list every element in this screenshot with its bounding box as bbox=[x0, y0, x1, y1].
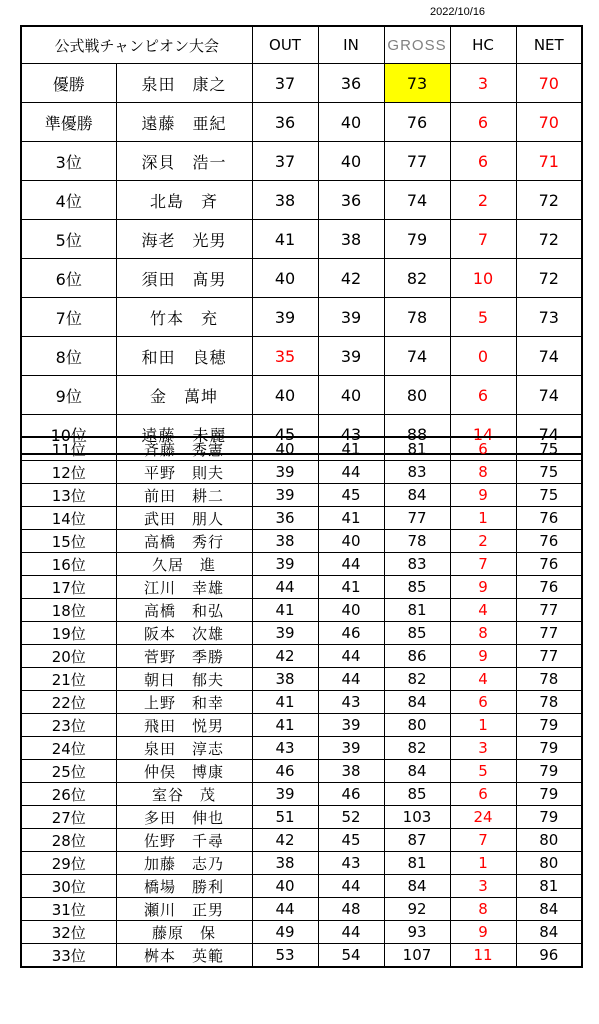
cell-in: 38 bbox=[318, 220, 384, 259]
cell-net: 78 bbox=[516, 668, 582, 691]
cell-name: 竹本 充 bbox=[116, 298, 252, 337]
table-row bbox=[21, 829, 582, 852]
cell-hc: 0 bbox=[450, 337, 516, 376]
cell-rank: 26位 bbox=[21, 783, 116, 806]
cell-gross: 85 bbox=[384, 576, 450, 599]
cell-gross: 77 bbox=[384, 142, 450, 181]
cell-name: 遠藤 亜紀 bbox=[116, 103, 252, 142]
table-row bbox=[21, 376, 582, 415]
cell-net: 70 bbox=[516, 103, 582, 142]
table-row bbox=[21, 691, 582, 714]
cell-gross: 81 bbox=[384, 437, 450, 461]
cell-name: 加藤 志乃 bbox=[116, 852, 252, 875]
cell-hc: 10 bbox=[450, 259, 516, 298]
cell-name: 飛田 悦男 bbox=[116, 714, 252, 737]
cell-name: 金 萬坤 bbox=[116, 376, 252, 415]
cell-gross: 82 bbox=[384, 737, 450, 760]
table-row bbox=[21, 668, 582, 691]
cell-name: 須田 髙男 bbox=[116, 259, 252, 298]
cell-net: 74 bbox=[516, 337, 582, 376]
cell-out: 49 bbox=[252, 921, 318, 944]
cell-name: 橋場 勝利 bbox=[116, 875, 252, 898]
cell-net: 96 bbox=[516, 944, 582, 968]
cell-name: 瀬川 正男 bbox=[116, 898, 252, 921]
cell-net: 80 bbox=[516, 829, 582, 852]
cell-net: 72 bbox=[516, 220, 582, 259]
cell-hc: 2 bbox=[450, 181, 516, 220]
cell-hc: 7 bbox=[450, 553, 516, 576]
cell-rank: 18位 bbox=[21, 599, 116, 622]
table-row bbox=[21, 461, 582, 484]
cell-hc: 1 bbox=[450, 852, 516, 875]
cell-gross: 76 bbox=[384, 103, 450, 142]
cell-gross: 78 bbox=[384, 530, 450, 553]
cell-rank: 17位 bbox=[21, 576, 116, 599]
cell-rank: 31位 bbox=[21, 898, 116, 921]
cell-name: 桝本 英範 bbox=[116, 944, 252, 968]
cell-hc: 9 bbox=[450, 576, 516, 599]
cell-gross: 92 bbox=[384, 898, 450, 921]
table-row bbox=[21, 852, 582, 875]
cell-in: 41 bbox=[318, 437, 384, 461]
cell-rank: 29位 bbox=[21, 852, 116, 875]
cell-name: 菅野 季勝 bbox=[116, 645, 252, 668]
cell-gross: 84 bbox=[384, 760, 450, 783]
cell-net: 71 bbox=[516, 142, 582, 181]
cell-hc: 4 bbox=[450, 668, 516, 691]
cell-out: 36 bbox=[252, 103, 318, 142]
cell-gross: 79 bbox=[384, 220, 450, 259]
table-row bbox=[21, 259, 582, 298]
cell-rank: 7位 bbox=[21, 298, 116, 337]
cell-gross: 88 bbox=[384, 415, 450, 455]
cell-out: 40 bbox=[252, 437, 318, 461]
cell-gross: 80 bbox=[384, 714, 450, 737]
table-row bbox=[21, 530, 582, 553]
cell-in: 39 bbox=[318, 337, 384, 376]
cell-rank: 27位 bbox=[21, 806, 116, 829]
cell-out: 35 bbox=[252, 337, 318, 376]
cell-out: 41 bbox=[252, 691, 318, 714]
cell-out: 51 bbox=[252, 806, 318, 829]
cell-hc: 9 bbox=[450, 645, 516, 668]
cell-net: 72 bbox=[516, 181, 582, 220]
cell-in: 40 bbox=[318, 599, 384, 622]
cell-rank: 22位 bbox=[21, 691, 116, 714]
cell-in: 46 bbox=[318, 622, 384, 645]
cell-name: 多田 伸也 bbox=[116, 806, 252, 829]
cell-out: 38 bbox=[252, 668, 318, 691]
cell-gross: 83 bbox=[384, 553, 450, 576]
cell-in: 44 bbox=[318, 553, 384, 576]
cell-hc: 3 bbox=[450, 875, 516, 898]
table-row bbox=[21, 622, 582, 645]
cell-hc: 3 bbox=[450, 64, 516, 103]
cell-rank: 13位 bbox=[21, 484, 116, 507]
header-net: NET bbox=[516, 26, 582, 64]
top-results-table bbox=[20, 25, 583, 455]
cell-net: 81 bbox=[516, 875, 582, 898]
cell-out: 38 bbox=[252, 852, 318, 875]
cell-out: 43 bbox=[252, 737, 318, 760]
table-row bbox=[21, 220, 582, 259]
cell-rank: 20位 bbox=[21, 645, 116, 668]
cell-out: 39 bbox=[252, 484, 318, 507]
cell-hc: 2 bbox=[450, 530, 516, 553]
cell-gross: 82 bbox=[384, 668, 450, 691]
cell-gross: 84 bbox=[384, 484, 450, 507]
cell-gross: 82 bbox=[384, 259, 450, 298]
cell-net: 75 bbox=[516, 461, 582, 484]
cell-net: 76 bbox=[516, 530, 582, 553]
cell-gross: 107 bbox=[384, 944, 450, 968]
cell-in: 39 bbox=[318, 737, 384, 760]
cell-in: 44 bbox=[318, 921, 384, 944]
cell-out: 41 bbox=[252, 599, 318, 622]
cell-hc: 6 bbox=[450, 142, 516, 181]
table-row bbox=[21, 553, 582, 576]
cell-rank: 16位 bbox=[21, 553, 116, 576]
cell-rank: 33位 bbox=[21, 944, 116, 968]
table-row bbox=[21, 898, 582, 921]
cell-gross: 86 bbox=[384, 645, 450, 668]
cell-hc: 7 bbox=[450, 220, 516, 259]
cell-in: 54 bbox=[318, 944, 384, 968]
cell-hc: 6 bbox=[450, 691, 516, 714]
cell-net: 76 bbox=[516, 507, 582, 530]
cell-rank: 32位 bbox=[21, 921, 116, 944]
cell-rank: 15位 bbox=[21, 530, 116, 553]
cell-in: 45 bbox=[318, 829, 384, 852]
cell-in: 43 bbox=[318, 691, 384, 714]
cell-out: 38 bbox=[252, 530, 318, 553]
cell-hc: 6 bbox=[450, 783, 516, 806]
cell-in: 39 bbox=[318, 298, 384, 337]
cell-out: 39 bbox=[252, 622, 318, 645]
cell-hc: 1 bbox=[450, 714, 516, 737]
cell-net: 76 bbox=[516, 553, 582, 576]
cell-gross: 73 bbox=[384, 64, 450, 103]
cell-out: 37 bbox=[252, 142, 318, 181]
cell-out: 42 bbox=[252, 645, 318, 668]
table-row bbox=[21, 875, 582, 898]
cell-in: 43 bbox=[318, 415, 384, 455]
cell-name: 阪本 次雄 bbox=[116, 622, 252, 645]
cell-out: 41 bbox=[252, 220, 318, 259]
cell-net: 75 bbox=[516, 484, 582, 507]
cell-out: 40 bbox=[252, 376, 318, 415]
cell-hc: 8 bbox=[450, 461, 516, 484]
cell-hc: 1 bbox=[450, 507, 516, 530]
cell-in: 36 bbox=[318, 181, 384, 220]
cell-name: 江川 幸雄 bbox=[116, 576, 252, 599]
cell-in: 45 bbox=[318, 484, 384, 507]
cell-hc: 9 bbox=[450, 484, 516, 507]
cell-net: 80 bbox=[516, 852, 582, 875]
header-gross: GROSS bbox=[384, 26, 450, 64]
cell-rank: 14位 bbox=[21, 507, 116, 530]
cell-out: 39 bbox=[252, 298, 318, 337]
cell-out: 46 bbox=[252, 760, 318, 783]
cell-in: 40 bbox=[318, 142, 384, 181]
cell-gross: 87 bbox=[384, 829, 450, 852]
cell-in: 44 bbox=[318, 668, 384, 691]
cell-hc: 14 bbox=[450, 415, 516, 455]
cell-rank: 準優勝 bbox=[21, 103, 116, 142]
table-row bbox=[21, 599, 582, 622]
cell-out: 45 bbox=[252, 415, 318, 455]
cell-gross: 81 bbox=[384, 852, 450, 875]
cell-rank: 5位 bbox=[21, 220, 116, 259]
cell-hc: 6 bbox=[450, 437, 516, 461]
cell-rank: 6位 bbox=[21, 259, 116, 298]
cell-name: 前田 耕二 bbox=[116, 484, 252, 507]
cell-name: 斉藤 秀憲 bbox=[116, 437, 252, 461]
cell-in: 39 bbox=[318, 714, 384, 737]
cell-net: 84 bbox=[516, 921, 582, 944]
cell-out: 41 bbox=[252, 714, 318, 737]
cell-name: 高橋 和弘 bbox=[116, 599, 252, 622]
cell-name: 高橋 秀行 bbox=[116, 530, 252, 553]
cell-name: 海老 光男 bbox=[116, 220, 252, 259]
cell-gross: 74 bbox=[384, 337, 450, 376]
cell-net: 79 bbox=[516, 806, 582, 829]
cell-rank: 3位 bbox=[21, 142, 116, 181]
table-row bbox=[21, 298, 582, 337]
cell-out: 53 bbox=[252, 944, 318, 968]
cell-in: 40 bbox=[318, 103, 384, 142]
header-row bbox=[21, 26, 582, 64]
cell-out: 39 bbox=[252, 553, 318, 576]
cell-net: 76 bbox=[516, 576, 582, 599]
cell-hc: 8 bbox=[450, 898, 516, 921]
cell-gross: 80 bbox=[384, 376, 450, 415]
table-row bbox=[21, 645, 582, 668]
cell-rank: 24位 bbox=[21, 737, 116, 760]
cell-gross: 84 bbox=[384, 691, 450, 714]
header-out: OUT bbox=[252, 26, 318, 64]
header-in: IN bbox=[318, 26, 384, 64]
cell-rank: 12位 bbox=[21, 461, 116, 484]
cell-gross: 84 bbox=[384, 875, 450, 898]
cell-rank: 11位 bbox=[21, 437, 116, 461]
cell-net: 77 bbox=[516, 645, 582, 668]
cell-net: 79 bbox=[516, 783, 582, 806]
cell-net: 77 bbox=[516, 599, 582, 622]
cell-gross: 93 bbox=[384, 921, 450, 944]
table-row bbox=[21, 760, 582, 783]
cell-rank: 10位 bbox=[21, 415, 116, 455]
cell-hc: 6 bbox=[450, 376, 516, 415]
cell-net: 84 bbox=[516, 898, 582, 921]
table-row bbox=[21, 103, 582, 142]
cell-rank: 4位 bbox=[21, 181, 116, 220]
cell-gross: 78 bbox=[384, 298, 450, 337]
cell-gross: 103 bbox=[384, 806, 450, 829]
cell-rank: 21位 bbox=[21, 668, 116, 691]
cell-in: 43 bbox=[318, 852, 384, 875]
cell-in: 44 bbox=[318, 461, 384, 484]
cell-out: 37 bbox=[252, 64, 318, 103]
cell-in: 36 bbox=[318, 64, 384, 103]
cell-in: 38 bbox=[318, 760, 384, 783]
cell-net: 74 bbox=[516, 376, 582, 415]
date-label: 2022/10/16 bbox=[430, 6, 486, 18]
cell-out: 44 bbox=[252, 576, 318, 599]
cell-out: 39 bbox=[252, 783, 318, 806]
cell-name: 室谷 茂 bbox=[116, 783, 252, 806]
bottom-results-table bbox=[20, 436, 583, 968]
cell-gross: 85 bbox=[384, 622, 450, 645]
cell-in: 44 bbox=[318, 875, 384, 898]
table-row bbox=[21, 507, 582, 530]
table-row bbox=[21, 714, 582, 737]
cell-gross: 83 bbox=[384, 461, 450, 484]
cell-gross: 85 bbox=[384, 783, 450, 806]
table-row bbox=[21, 337, 582, 376]
cell-name: 平野 則夫 bbox=[116, 461, 252, 484]
cell-gross: 74 bbox=[384, 181, 450, 220]
cell-hc: 7 bbox=[450, 829, 516, 852]
table-row bbox=[21, 737, 582, 760]
cell-hc: 5 bbox=[450, 760, 516, 783]
cell-in: 41 bbox=[318, 507, 384, 530]
header-hc: HC bbox=[450, 26, 516, 64]
cell-name: 朝日 郁夫 bbox=[116, 668, 252, 691]
cell-hc: 6 bbox=[450, 103, 516, 142]
cell-net: 79 bbox=[516, 714, 582, 737]
cell-name: 泉田 淳志 bbox=[116, 737, 252, 760]
cell-out: 36 bbox=[252, 507, 318, 530]
cell-out: 40 bbox=[252, 259, 318, 298]
cell-hc: 24 bbox=[450, 806, 516, 829]
cell-out: 39 bbox=[252, 461, 318, 484]
cell-rank: 優勝 bbox=[21, 64, 116, 103]
cell-out: 40 bbox=[252, 875, 318, 898]
cell-name: 久居 進 bbox=[116, 553, 252, 576]
cell-hc: 9 bbox=[450, 921, 516, 944]
cell-out: 38 bbox=[252, 181, 318, 220]
cell-name: 佐野 千尋 bbox=[116, 829, 252, 852]
table-row bbox=[21, 484, 582, 507]
cell-hc: 5 bbox=[450, 298, 516, 337]
table-row bbox=[21, 783, 582, 806]
cell-net: 72 bbox=[516, 259, 582, 298]
cell-net: 78 bbox=[516, 691, 582, 714]
cell-name: 藤原 保 bbox=[116, 921, 252, 944]
cell-name: 深貝 浩一 bbox=[116, 142, 252, 181]
cell-rank: 23位 bbox=[21, 714, 116, 737]
cell-name: 遠藤 未麗 bbox=[116, 415, 252, 455]
cell-in: 52 bbox=[318, 806, 384, 829]
cell-gross: 81 bbox=[384, 599, 450, 622]
cell-rank: 8位 bbox=[21, 337, 116, 376]
cell-name: 北島 斉 bbox=[116, 181, 252, 220]
cell-rank: 9位 bbox=[21, 376, 116, 415]
cell-name: 武田 朋人 bbox=[116, 507, 252, 530]
cell-rank: 25位 bbox=[21, 760, 116, 783]
cell-in: 42 bbox=[318, 259, 384, 298]
cell-gross: 77 bbox=[384, 507, 450, 530]
cell-hc: 4 bbox=[450, 599, 516, 622]
cell-rank: 30位 bbox=[21, 875, 116, 898]
cell-rank: 19位 bbox=[21, 622, 116, 645]
cell-in: 40 bbox=[318, 530, 384, 553]
cell-in: 40 bbox=[318, 376, 384, 415]
cell-name: 泉田 康之 bbox=[116, 64, 252, 103]
cell-in: 48 bbox=[318, 898, 384, 921]
tournament-title: 公式戦チャンピオン大会 bbox=[21, 26, 252, 64]
cell-in: 41 bbox=[318, 576, 384, 599]
table-row bbox=[21, 181, 582, 220]
cell-net: 73 bbox=[516, 298, 582, 337]
cell-name: 上野 和幸 bbox=[116, 691, 252, 714]
cell-name: 和田 良穂 bbox=[116, 337, 252, 376]
cell-in: 44 bbox=[318, 645, 384, 668]
cell-net: 75 bbox=[516, 437, 582, 461]
table-row bbox=[21, 64, 582, 103]
cell-out: 44 bbox=[252, 898, 318, 921]
table-row bbox=[21, 921, 582, 944]
cell-in: 46 bbox=[318, 783, 384, 806]
cell-net: 77 bbox=[516, 622, 582, 645]
cell-name: 仲俣 博康 bbox=[116, 760, 252, 783]
table-row bbox=[21, 142, 582, 181]
table-row bbox=[21, 437, 582, 461]
cell-hc: 8 bbox=[450, 622, 516, 645]
cell-net: 79 bbox=[516, 760, 582, 783]
table-row bbox=[21, 944, 582, 968]
cell-hc: 11 bbox=[450, 944, 516, 968]
cell-out: 42 bbox=[252, 829, 318, 852]
cell-net: 70 bbox=[516, 64, 582, 103]
cell-net: 79 bbox=[516, 737, 582, 760]
cell-net: 74 bbox=[516, 415, 582, 455]
cell-hc: 3 bbox=[450, 737, 516, 760]
table-row bbox=[21, 576, 582, 599]
cell-rank: 28位 bbox=[21, 829, 116, 852]
table-row bbox=[21, 806, 582, 829]
